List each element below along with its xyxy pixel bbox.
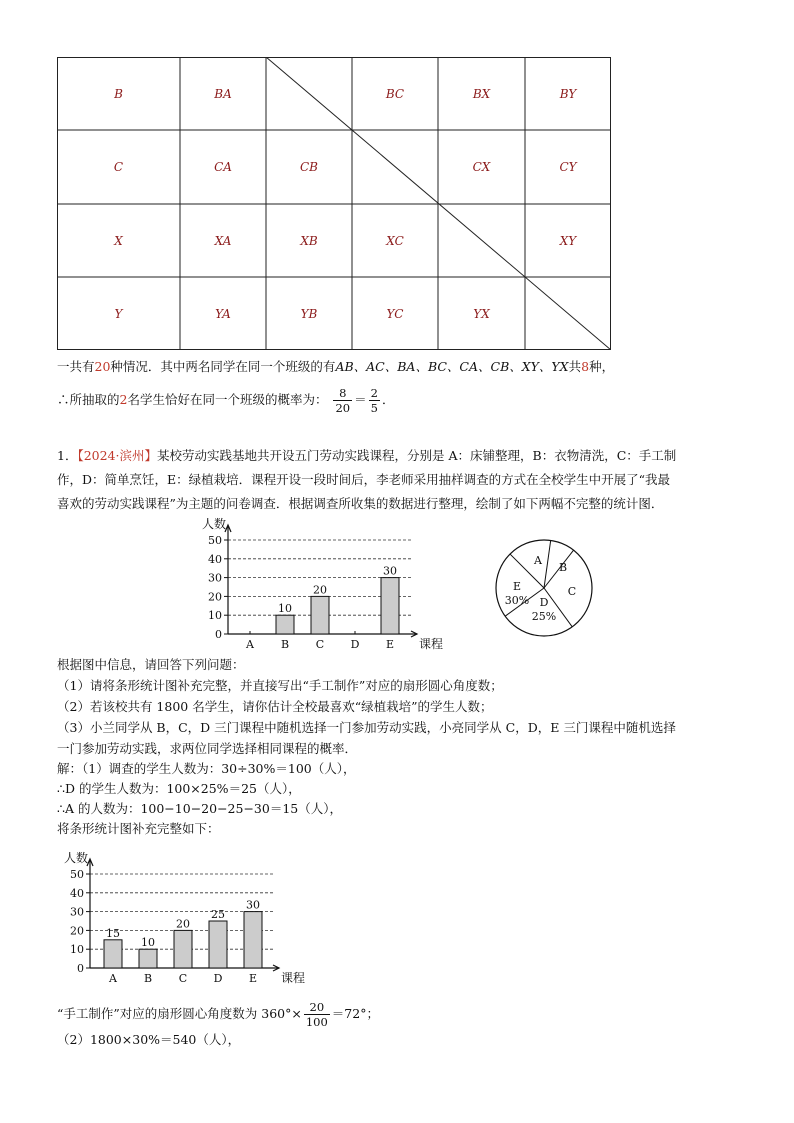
problem-line-1 <box>57 446 676 466</box>
outcome-cell: BX <box>472 86 491 101</box>
problem-number: 1． <box>57 448 78 463</box>
category-label: A <box>109 972 117 985</box>
bar-value-label: 20 <box>313 583 327 597</box>
bar-B <box>276 615 294 634</box>
outcome-cell: YC <box>386 306 404 321</box>
pie-label-E: E <box>512 580 522 593</box>
fraction-denominator: 20 <box>335 401 351 415</box>
fraction-8-20 <box>333 386 352 415</box>
bar-value-label: 30 <box>246 898 260 912</box>
fraction-numerator: 2 <box>370 386 378 400</box>
y-tick-label: 20 <box>70 924 84 938</box>
incomplete-bar-chart <box>195 508 455 650</box>
bar-C <box>174 930 192 968</box>
category-label: E <box>248 972 258 985</box>
fraction-20-100 <box>304 1000 330 1029</box>
fraction-2-5 <box>369 386 380 415</box>
pie-label-C: C <box>567 585 577 598</box>
outcome-cell: BY <box>559 86 577 101</box>
x-axis-label: 课程 <box>281 971 306 985</box>
fraction-numerator: 20 <box>304 1000 330 1015</box>
summary-text: 共 <box>568 359 582 374</box>
y-tick-label: 10 <box>208 609 222 623</box>
pie-label-A: A <box>534 554 542 567</box>
same-class-count: 8 <box>581 359 590 374</box>
source-tag: 【2024·滨州】 <box>77 448 157 463</box>
bar-B <box>139 949 157 968</box>
outcome-cell: XB <box>300 233 318 248</box>
y-axis-label: 人数 <box>202 517 227 531</box>
bar-E <box>244 912 262 968</box>
bar-value-label: 15 <box>106 926 120 940</box>
solution-line-4: 将条形统计图补充完整如下： <box>57 821 220 836</box>
sample-size: 2 <box>119 392 128 407</box>
category-label: D <box>350 638 360 650</box>
pie-label-D: D <box>539 596 549 609</box>
conclusion-text: ∴所抽取的 <box>57 392 120 407</box>
outcome-cell: YA <box>215 306 231 321</box>
row-header-cell: C <box>113 160 124 174</box>
complete-bar-chart <box>57 840 317 986</box>
y-tick-label: 50 <box>70 868 84 881</box>
angle-line <box>57 1000 379 1029</box>
summary-text: 种情况．其中两名同学在同一个班级的有 <box>110 359 336 374</box>
y-tick-label: 10 <box>70 943 84 957</box>
outcome-cell: CB <box>300 160 318 174</box>
outcome-cell: BA <box>214 86 232 101</box>
bar-E <box>381 578 399 634</box>
row-header-cell: X <box>114 233 123 248</box>
outcome-cell: XC <box>386 233 404 248</box>
conclusion-line <box>57 386 394 415</box>
question-1: （1）请将条形统计图补充完整，并直接写出“手工制作”对应的扇形圆心角度数； <box>57 678 503 693</box>
pair-list: AB、AC、BA、BC、CA、CB、XY、YX <box>335 359 569 374</box>
pie-percent-D: 25% <box>531 610 557 623</box>
category-label: B <box>280 638 290 650</box>
row-header-cell: B <box>114 86 123 101</box>
pie-chart <box>485 538 603 638</box>
outcome-cell: XY <box>559 233 577 248</box>
summary-text: 一共有 <box>57 359 95 374</box>
y-tick-label: 40 <box>70 886 84 900</box>
y-tick-label: 0 <box>215 628 222 641</box>
bar-value-label: 30 <box>383 564 397 578</box>
outcome-cell: CA <box>214 160 232 174</box>
x-axis-label: 课程 <box>419 637 444 650</box>
equals-sign: ＝ <box>354 392 367 407</box>
fraction-denominator: 5 <box>370 401 378 415</box>
bar-value-label: 10 <box>278 602 292 616</box>
bar-value-label: 25 <box>211 908 225 921</box>
outcome-cell: YB <box>300 306 318 321</box>
row-header-cell: Y <box>114 306 123 321</box>
outcome-cell: XA <box>214 233 232 248</box>
category-label: E <box>385 638 395 650</box>
solution-line-3: ∴A 的人数为：100−10−20−25−30＝15（人）， <box>57 801 342 816</box>
category-label: C <box>315 638 325 650</box>
solution-line-1: 解：（1）调查的学生人数为：30÷30%＝100（人）， <box>57 761 356 776</box>
angle-result: ＝72°； <box>331 1006 379 1021</box>
outcome-cell: CX <box>472 160 491 174</box>
y-tick-label: 30 <box>70 905 84 919</box>
question-2: （2）若该校共有 1800 名学生，请你估计全校最喜欢“绿植栽培”的学生人数； <box>57 699 493 714</box>
outcome-cell: BC <box>385 86 405 101</box>
period: ． <box>381 392 395 407</box>
y-tick-label: 30 <box>208 571 222 585</box>
outcome-table <box>57 57 611 350</box>
bar-C <box>311 596 329 634</box>
outcome-cell: CY <box>559 160 577 174</box>
y-axis-label: 人数 <box>64 851 89 865</box>
problem-line-3: 喜欢的劳动实践课程”为主题的问卷调查．根据调查所收集的数据进行整理，绘制了如下两幅不完整的统计图． <box>57 496 664 511</box>
angle-text: “手工制作”对应的扇形圆心角度数为 360°× <box>57 1006 302 1021</box>
pie-percent-E: 30% <box>504 594 530 607</box>
y-tick-label: 20 <box>208 590 222 604</box>
category-label: D <box>213 972 223 985</box>
outcome-cell: YX <box>473 306 490 321</box>
bar-A <box>104 940 122 968</box>
category-label: A <box>246 638 254 650</box>
bar-value-label: 20 <box>176 917 190 931</box>
bar-value-label: 10 <box>141 936 155 950</box>
conclusion-text: 名学生恰好在同一个班级的概率为： <box>127 392 328 407</box>
y-tick-label: 0 <box>77 962 84 975</box>
pie-label-B: B <box>558 561 568 574</box>
bar-D <box>209 921 227 968</box>
solution-line-2: ∴D 的学生人数为：100×25%＝25（人）， <box>57 781 301 796</box>
summary-line <box>57 357 614 377</box>
category-label: C <box>178 972 188 985</box>
problem-text: 某校劳动实践基地共开设五门劳动实践课程，分别是 A：床铺整理，B：衣物清洗，C：手工制 <box>157 448 677 463</box>
problem-line-2: 作，D：简单烹饪，E：绿植栽培．课程开设一段时间后，李老师采用抽样调查的方式在全校学生中开展了“我最 <box>57 472 671 487</box>
fraction-denominator: 100 <box>305 1015 328 1029</box>
question-intro: 根据图中信息，请回答下列问题： <box>57 657 245 672</box>
solution-line-5: （2）1800×30%＝540（人）， <box>57 1032 241 1047</box>
question-3-line-2: 一门参加劳动实践，求两位同学选择相同课程的概率． <box>57 741 358 756</box>
summary-text: 种， <box>589 359 615 374</box>
question-3-line-1: （3）小兰同学从 B，C，D 三门课程中随机选择一门参加劳动实践，小亮同学从 C，D，E 三门课程中随机选择 <box>57 720 676 735</box>
fraction-numerator: 8 <box>333 386 352 401</box>
total-count: 20 <box>94 359 111 374</box>
y-tick-label: 40 <box>208 552 222 566</box>
category-label: B <box>143 972 153 985</box>
y-tick-label: 50 <box>208 534 222 547</box>
